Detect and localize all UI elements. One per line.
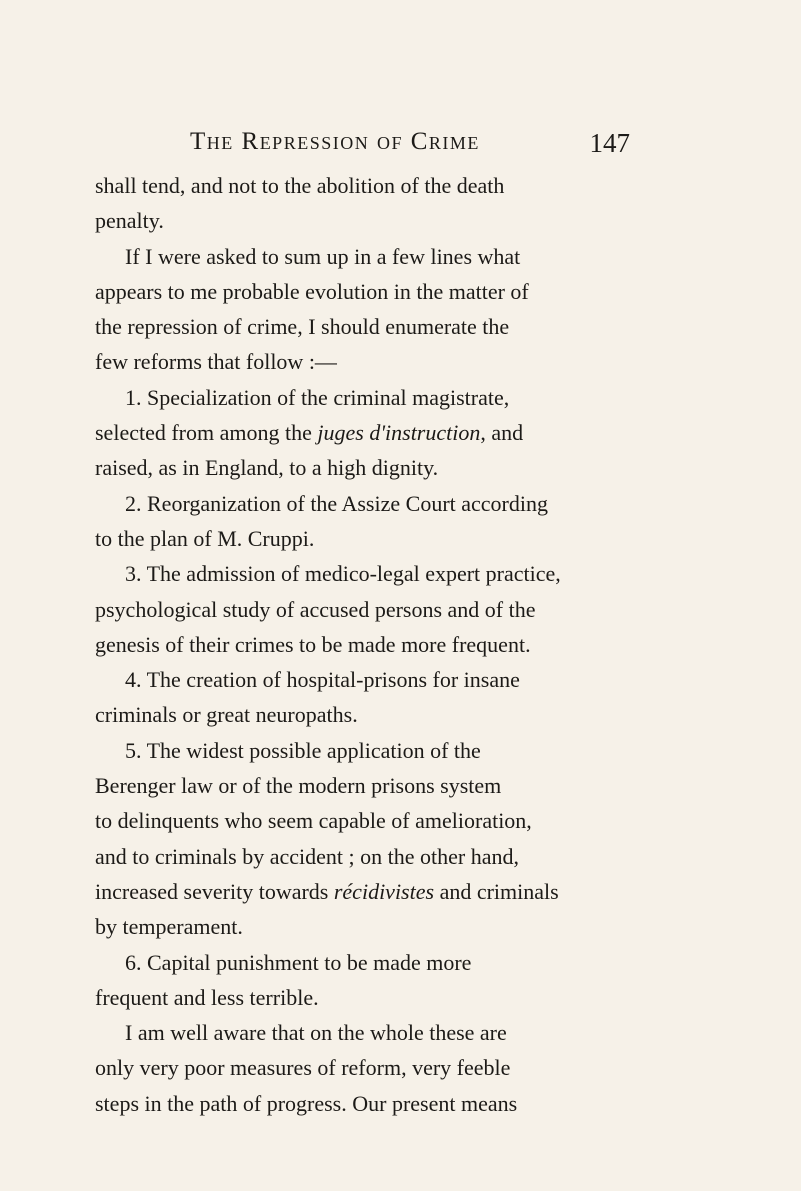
text-line: and to criminals by accident ; on the other hand, xyxy=(95,843,519,869)
text-line: frequent and less terrible. xyxy=(95,984,319,1010)
text-line: penalty. xyxy=(95,208,164,234)
text-line xyxy=(95,415,630,450)
text-line: few reforms that follow :— xyxy=(95,349,337,375)
page-header xyxy=(190,128,630,168)
running-title: The Repression of Crime xyxy=(190,128,480,155)
text-line: If I were asked to sum up in a few lines what xyxy=(125,243,521,269)
italic-term: récidivistes xyxy=(333,878,435,904)
list-item-3: 3. The admission of medico-legal expert practice, xyxy=(125,561,561,587)
text-line: only very poor measures of reform, very feeble xyxy=(95,1055,511,1081)
text-fragment: increased severity towards xyxy=(95,878,334,904)
text-line: genesis of their crimes to be made more frequent. xyxy=(95,631,531,657)
body-text xyxy=(95,168,630,1121)
text-line: psychological study of accused persons and of the xyxy=(95,596,536,622)
list-item-2: 2. Reorganization of the Assize Court according xyxy=(125,490,548,516)
text-line: to delinquents who seem capable of amelioration, xyxy=(95,808,532,834)
list-item-1: 1. Specialization of the criminal magistrate, xyxy=(125,384,510,410)
text-fragment: , and xyxy=(480,420,524,446)
text-line: to the plan of M. Cruppi. xyxy=(95,525,315,551)
text-line: Berenger law or of the modern prisons system xyxy=(95,773,502,799)
list-item-6: 6. Capital punishment to be made more xyxy=(125,949,472,975)
italic-term: juges d'instruction xyxy=(317,420,481,446)
text-line: raised, as in England, to a high dignity. xyxy=(95,455,439,481)
text-line: the repression of crime, I should enumerate the xyxy=(95,314,510,340)
text-fragment: and criminals xyxy=(434,878,559,904)
text-line: shall tend, and not to the abolition of the death xyxy=(95,173,505,198)
text-line: steps in the path of progress. Our present means xyxy=(95,1090,518,1116)
text-line: criminals or great neuropaths. xyxy=(95,702,358,728)
text-line xyxy=(95,874,630,909)
text-line: by temperament. xyxy=(95,914,243,940)
page-number: 147 xyxy=(589,128,630,158)
text-line: I am well aware that on the whole these are xyxy=(125,1020,507,1046)
list-item-4: 4. The creation of hospital-prisons for insane xyxy=(125,667,520,693)
text-line: appears to me probable evolution in the matter of xyxy=(95,278,529,304)
text-fragment: selected from among the xyxy=(95,420,318,446)
list-item-5: 5. The widest possible application of the xyxy=(125,737,481,763)
